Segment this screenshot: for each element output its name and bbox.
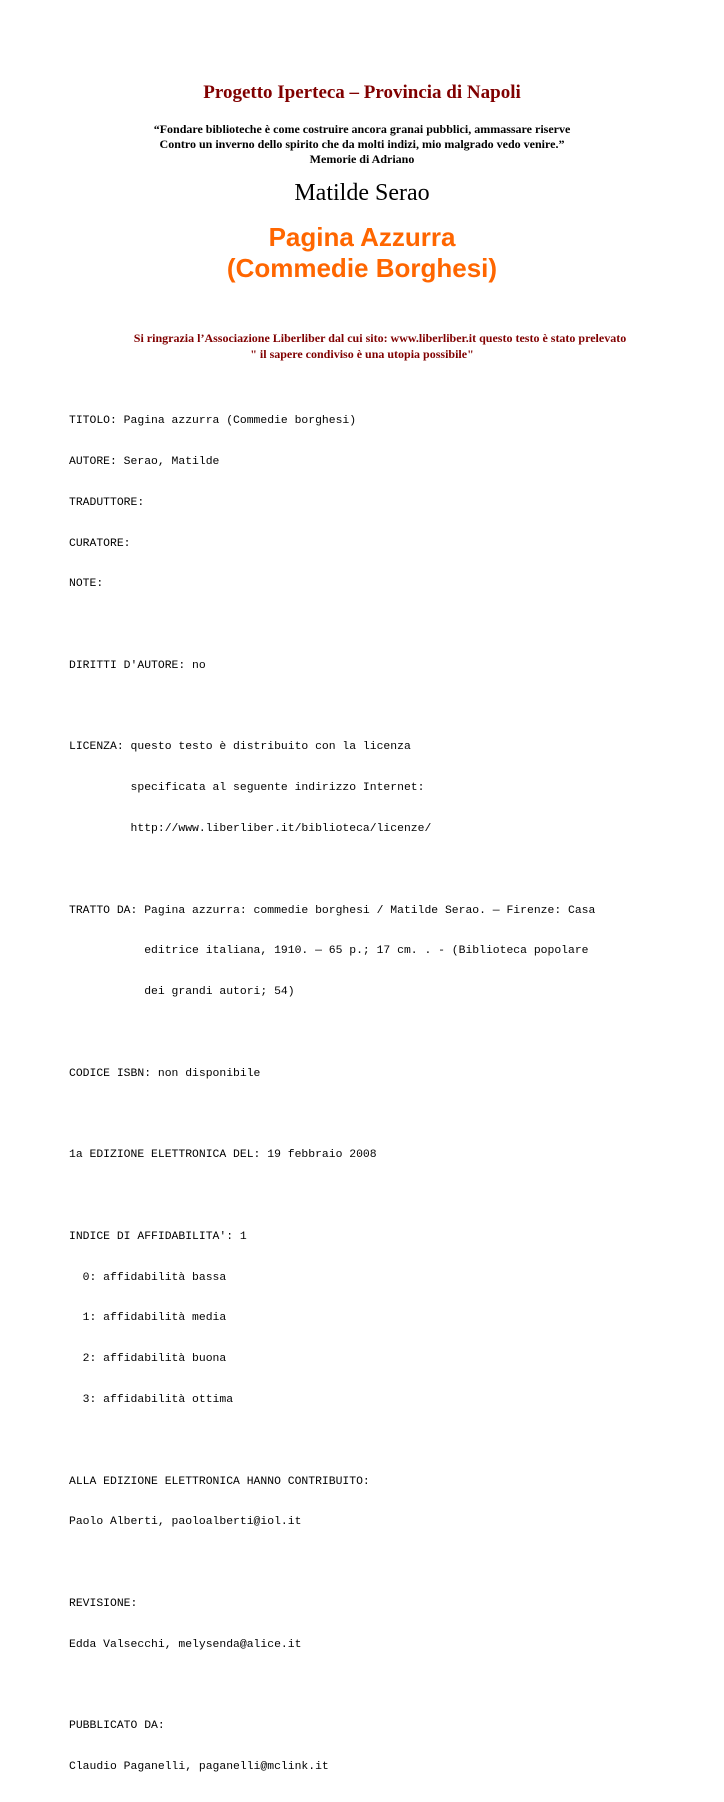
epigraph-quote bbox=[0, 122, 724, 167]
author-name: Matilde Serao bbox=[294, 180, 430, 206]
quote-line: Contro un inverno dello spirito che da molti indizi, mio malgrado vedo venire.” bbox=[159, 137, 565, 151]
meta-traduttore: TRADUTTORE: bbox=[69, 496, 145, 509]
motto-line: " il sapere condiviso è una utopia possibile" bbox=[250, 347, 474, 361]
meta-licenza-url: http://www.liberliber.it/biblioteca/licenze/ bbox=[69, 823, 432, 835]
metadata-block bbox=[69, 388, 595, 1802]
work-subtitle-line: (Commedie Borghesi) bbox=[226, 253, 498, 283]
work-title-line: Pagina Azzurra bbox=[268, 222, 456, 252]
quote-line: “Fondare biblioteche è come costruire ancora granai pubblici, ammassare riserve bbox=[153, 122, 571, 136]
meta-affidabilita-line: 2: affidabilità buona bbox=[69, 1353, 227, 1366]
spacer bbox=[69, 619, 595, 633]
acknowledgement-line: Si ringrazia l’Associazione Liberliber dal cui sito: www.liberliber.it questo testo è stato prelevato bbox=[133, 331, 627, 345]
spacer bbox=[69, 1435, 595, 1449]
meta-affidabilita-line: 3: affidabilità ottima bbox=[69, 1393, 234, 1406]
meta-pubblicato-line: PUBBLICATO DA: bbox=[69, 1720, 165, 1733]
meta-affidabilita-line: 1: affidabilità media bbox=[69, 1312, 227, 1325]
work-title bbox=[0, 222, 724, 284]
project-title: Progetto Iperteca – Provincia di Napoli bbox=[203, 82, 521, 103]
meta-autore: AUTORE: Serao, Matilde bbox=[69, 455, 220, 468]
meta-contributi-line: ALLA EDIZIONE ELETTRONICA HANNO CONTRIBUITO: bbox=[69, 1475, 370, 1488]
meta-diritti: DIRITTI D'AUTORE: no bbox=[69, 659, 206, 672]
meta-curatore: CURATORE: bbox=[69, 537, 131, 550]
meta-edizione: 1a EDIZIONE ELETTRONICA DEL: 19 febbraio 2008 bbox=[69, 1149, 377, 1162]
spacer bbox=[69, 1108, 595, 1122]
quote-source: Memorie di Adriano bbox=[309, 152, 415, 166]
spacer bbox=[69, 701, 595, 715]
meta-note: NOTE: bbox=[69, 578, 104, 591]
meta-contributi-line: Paolo Alberti, paoloalberti@iol.it bbox=[69, 1516, 302, 1529]
spacer bbox=[69, 1190, 595, 1204]
meta-tratto-line: editrice italiana, 1910. — 65 p.; 17 cm. . - (Biblioteca popolare bbox=[69, 945, 589, 958]
spacer bbox=[69, 1027, 595, 1041]
meta-titolo: TITOLO: Pagina azzurra (Commedie borghesi) bbox=[69, 415, 357, 428]
meta-tratto-line: dei grandi autori; 54) bbox=[69, 986, 295, 999]
meta-tratto-line: TRATTO DA: Pagina azzurra: commedie borghesi / Matilde Serao. — Firenze: Casa bbox=[69, 904, 596, 917]
meta-affidabilita-line: INDICE DI AFFIDABILITA': 1 bbox=[69, 1230, 247, 1243]
meta-revisione-line: Edda Valsecchi, melysenda@alice.it bbox=[69, 1638, 302, 1651]
spacer bbox=[69, 864, 595, 878]
meta-affidabilita-line: 0: affidabilità bassa bbox=[69, 1271, 227, 1284]
meta-licenza-line: LICENZA: questo testo è distribuito con la licenza bbox=[69, 741, 411, 754]
meta-isbn: CODICE ISBN: non disponibile bbox=[69, 1067, 261, 1080]
spacer bbox=[69, 1679, 595, 1693]
meta-pubblicato-line: Claudio Paganelli, paganelli@mclink.it bbox=[69, 1760, 329, 1773]
spacer bbox=[69, 1557, 595, 1571]
acknowledgement bbox=[0, 330, 724, 362]
meta-revisione-line: REVISIONE: bbox=[69, 1597, 138, 1610]
meta-licenza-line: specificata al seguente indirizzo Internet: bbox=[69, 782, 425, 795]
